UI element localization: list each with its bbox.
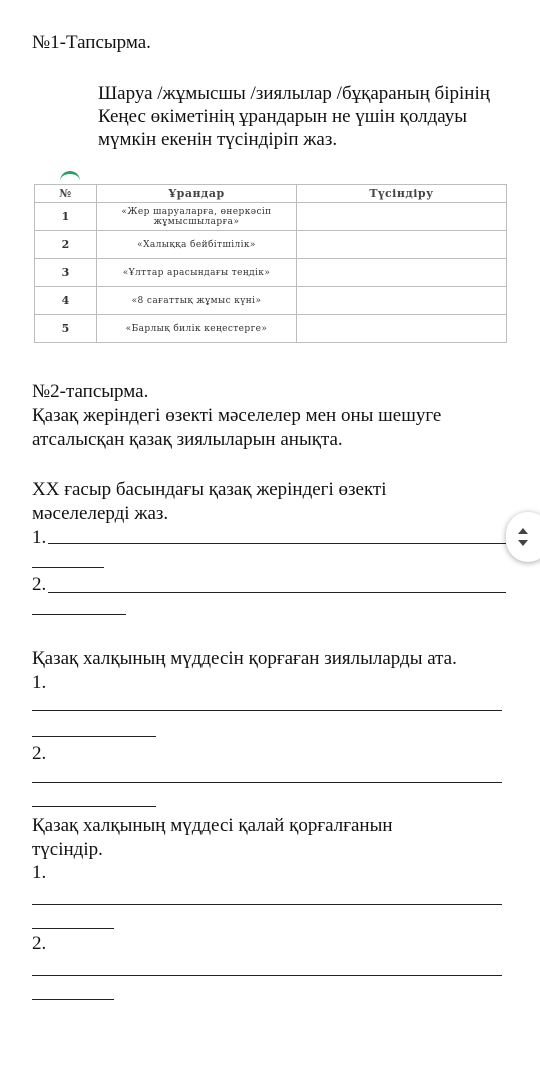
q3-answer-line-2-cont[interactable]: [32, 999, 114, 1000]
row-number: 4: [35, 287, 97, 315]
table-header-explanation: Түсіндіру: [297, 185, 507, 203]
q2-answer-line-1[interactable]: [32, 710, 502, 711]
task1-title: №1-Тапсырма.: [32, 32, 151, 53]
task1-instructions: Шаруа /жұмысшы /зиялылар /бұқараның бірінің Кеңес өкіметінің ұрандарын не үшін қолдауы мүмкін екенін түсіндіріп жаз.: [98, 83, 490, 150]
row-explanation[interactable]: [297, 315, 507, 343]
row-number: 3: [35, 259, 97, 287]
chevron-up-icon: [518, 528, 528, 534]
row-slogan: «8 сағаттық жұмыс күні»: [97, 287, 297, 315]
q1-answer-line-1[interactable]: [48, 543, 506, 544]
slogans-table: [34, 184, 507, 343]
q2-item-2-label: 2.: [32, 743, 47, 764]
green-mark-decoration: [60, 171, 80, 182]
task2-intro: Қазақ жеріндегі өзекті мәселелер мен оны шешуге атсалысқан қазақ зиялыларын анықта.: [32, 405, 442, 450]
table-row: [35, 231, 507, 259]
question-3: Қазақ халқының мүддесі қалай қорғалғанын түсіндір.: [32, 815, 393, 860]
row-slogan: «Ұлттар арасындағы теңдік»: [97, 259, 297, 287]
row-explanation[interactable]: [297, 231, 507, 259]
row-number: 1: [35, 203, 97, 231]
question-2: Қазақ халқының мүддесін қорғаған зиялыларды ата.: [32, 648, 457, 669]
q3-item-1-label: 1.: [32, 862, 47, 883]
table-row: [35, 259, 507, 287]
question-1: XX ғасыр басындағы қазақ жеріндегі өзекті мәселелерді жаз.: [32, 479, 387, 524]
q1-item-2-label: 2.: [32, 574, 47, 595]
table-header-slogans: Ұрандар: [97, 185, 297, 203]
q3-answer-line-1-cont[interactable]: [32, 928, 114, 929]
q3-answer-line-1[interactable]: [32, 904, 502, 905]
q2-answer-line-2-cont[interactable]: [32, 806, 156, 807]
q1-answer-line-2[interactable]: [48, 592, 506, 593]
table-header-number: №: [35, 185, 97, 203]
q1-item-1-label: 1.: [32, 527, 47, 548]
row-slogan: «Барлық билік кеңестерге»: [97, 315, 297, 343]
q1-answer-line-1-cont[interactable]: [32, 567, 104, 568]
q2-item-1-label: 1.: [32, 672, 47, 693]
scroll-button[interactable]: [506, 512, 540, 562]
row-number: 2: [35, 231, 97, 259]
table-row: [35, 203, 507, 231]
row-slogan: «Жер шаруаларға, өнеркәсіп жұмысшыларға»: [97, 203, 297, 231]
chevron-down-icon: [518, 540, 528, 546]
row-slogan: «Халыққа бейбітшілік»: [97, 231, 297, 259]
table-row: [35, 315, 507, 343]
q1-answer-line-2-cont[interactable]: [32, 614, 126, 615]
task2-title: №2-тапсырма.: [32, 381, 149, 402]
q3-answer-line-2[interactable]: [32, 975, 502, 976]
table-row: [35, 287, 507, 315]
row-explanation[interactable]: [297, 287, 507, 315]
row-number: 5: [35, 315, 97, 343]
q2-answer-line-2[interactable]: [32, 782, 502, 783]
row-explanation[interactable]: [297, 259, 507, 287]
q2-answer-line-1-cont[interactable]: [32, 736, 156, 737]
q3-item-2-label: 2.: [32, 933, 47, 954]
row-explanation[interactable]: [297, 203, 507, 231]
